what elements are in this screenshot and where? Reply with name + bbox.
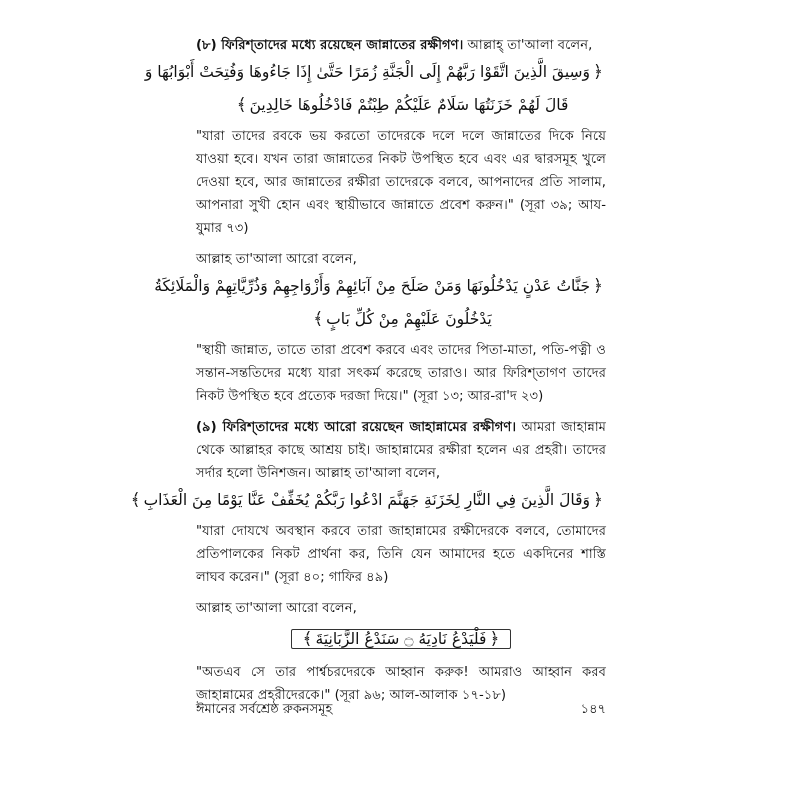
section-8-arabic-line-2: قَالَ لَهُمْ خَزَنَتُهَا سَلَامٌ عَلَيْكُمْ طِبْتُمْ فَادْخُلُوهَا خَالِدِينَ﴾ xyxy=(236,95,569,115)
footer-book-title: ঈমানের সর্বশ্রেষ্ঠ রুকনসমূহ xyxy=(196,702,333,717)
section-8-arabic2-line-2: يَدْخُلُونَ عَلَيْهِمْ مِنْ كُلِّ بَابٍ﴾ xyxy=(313,309,492,329)
section-8-heading xyxy=(196,34,606,57)
section-8-heading-bold: (৮) ফিরিশ্‌তাদের মধ্যে রয়েছেন জান্নাতের রক্ষীগণ। xyxy=(196,38,464,53)
section-9-translation-2: "অতএব সে তার পার্শ্বচরদেরকে আহ্বান করুক! আমরাও আহ্বান করব জাহান্নামের প্রহরীদেরকে।" (সূরা ৯৬; আল-আলাক ১৭-১৮) xyxy=(196,665,606,703)
section-8-translation-2: "স্থায়ী জান্নাত, তাতে তারা প্রবেশ করবে এবং তাদের পিতা-মাতা, পতি-পত্নী ও সন্তান-সন্ততিদের মধ্যে যারা সৎকর্ম করেছে তারাও। আর ফিরিশ্‌তাগণ তাদের নিকট উপস্থিত হবে প্রত্যেক দরজা দিয়ে।" (সূরা ১৩; আর-রা'দ ২৩) xyxy=(196,343,606,404)
section-8-heading-rest: আল্লাহ্‌ তা'আলা বলেন, xyxy=(463,38,593,53)
section-8-arabic2-line-1: ﴿جَنَّاتُ عَدْنٍ يَدْخُلُونَهَا وَمَنْ صَلَحَ مِنْ آبَائِهِمْ وَأَزْوَاجِهِمْ وَذُرِّيَّاتِهِمْ وَالْمَلَائِكَةُ xyxy=(154,276,603,296)
section-9-arabic-line-1: ﴿وَقَالَ الَّذِينَ فِي النَّارِ لِخَزَنَةِ جَهَنَّمَ ادْعُوا رَبَّكُمْ يُخَفِّفْ عَنَّا يَوْمًا مِنَ الْعَذَابِ﴾ xyxy=(130,490,603,510)
page-content xyxy=(130,34,606,715)
section-9-translation: "যারা দোযখে অবস্থান করবে তারা জাহান্নামের রক্ষীদেরকে বলবে, তোমাদের প্রতিপালকের নিকট প্রার্থনা কর, তিনি যেন আমাদের হতে একদিনের শাস্তি লাঘব করেন।" (সূরা ৪০; গাফির ৪৯) xyxy=(196,524,606,585)
section-9-heading-bold: (৯) ফিরিশ্‌তাদের মধ্যে আরো রয়েছেন জাহান্নামের রক্ষীগণ। xyxy=(196,420,517,435)
section-9-heading xyxy=(196,416,606,485)
section-9-arabic-2: ﴿فَلْيَدْعُ نَادِيَهُ ۝ سَنَدْعُ الزَّبَانِيَةَ﴾ xyxy=(196,626,606,653)
page-footer xyxy=(196,700,606,721)
section-8-intro-2: আল্লাহ তা'আলা আরো বলেন, xyxy=(196,252,357,267)
page-number: ১৪৭ xyxy=(580,702,606,717)
section-8-arabic-line-1: ﴿وَسِيقَ الَّذِينَ اتَّقَوْا رَبَّهُمْ إِلَى الْجَنَّةِ زُمَرًا حَتَّىٰ إِذَا جَاءُوهَا وَفُتِحَتْ أَبْوَابُهَا وَ xyxy=(144,62,603,82)
section-9-intro-2: আল্লাহ তা'আলা আরো বলেন, xyxy=(196,601,357,616)
section-8-translation: "যারা তাদের রবকে ভয় করতো তাদেরকে দলে দলে জান্নাতের দিকে নিয়ে যাওয়া হবে। যখন তারা জান্নাতের নিকট উপস্থিত হবে এবং এর দ্বারসমূহ খুলে দেওয়া হবে, আর জান্নাতের রক্ষীরা তাদেরকে বলবে, আপনাদের প্রতি সালাম, আপনারা সুখী হোন এবং স্থায়ীভাবে জান্নাতে প্রবেশ করুন।" (সূরা ৩৯; আয-যুমার ৭৩) xyxy=(196,129,606,236)
section-9-heading-rest: আমরা জাহান্নাম থেকে আল্লাহর কাছে আশ্রয় চাই। জাহান্নামের রক্ষীরা হলেন এর প্রহরী। তাদের সর্দার হলো উনিশজন। আল্লাহ তা'আলা বলেন, xyxy=(196,420,606,481)
